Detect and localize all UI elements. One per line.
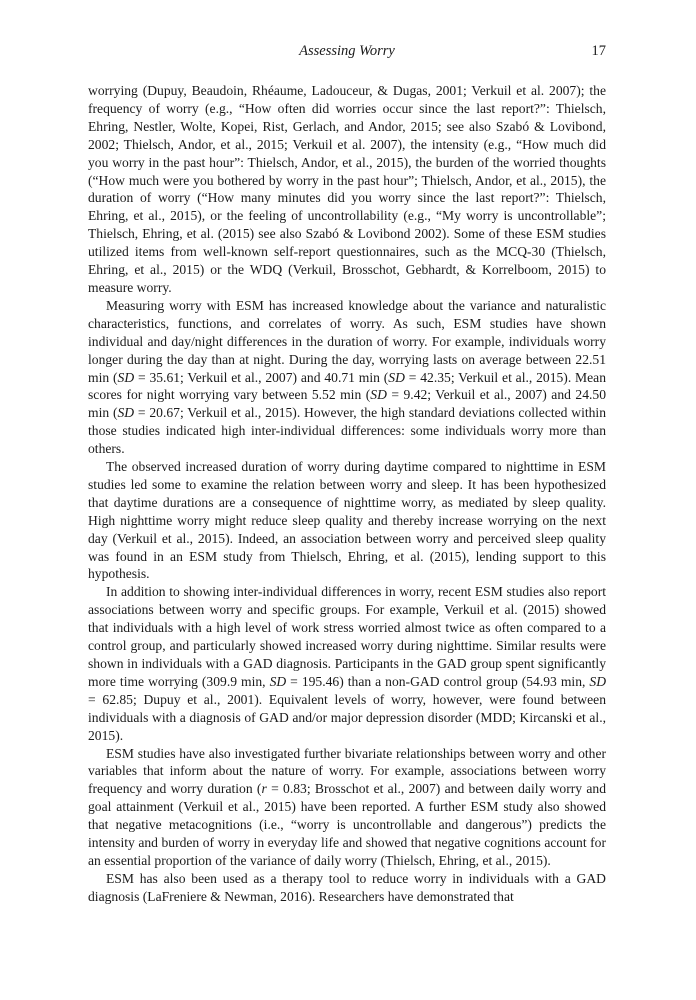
italic-symbol: SD (269, 673, 287, 689)
paragraph (88, 297, 606, 458)
text-run: = 35.61; Verkuil et al., 2007) and 40.71 min ( (134, 369, 389, 385)
italic-symbol: r (261, 781, 267, 797)
text-run: = 0.83; Brosschot et al., 2007) and between daily worry and goal attainment (Verkuil et al., 2015) have been reported. A further ESM study also showed that negative metacognitions (i.e., “worry is uncontrollable and dangerous”) predicts the intensity and burden of worry in everyday life and showed that negative cognitions account for an essential proportion of the variance of daily worry (Thielsch, Ehring, et al., 2015). (88, 781, 606, 868)
running-title: Assessing Worry (299, 43, 395, 59)
text-run: = 20.67; Verkuil et al., 2015). However, the high standard deviations collected within those studies indicated high inter-individual differences: some individuals worry more than others. (88, 405, 607, 457)
paragraph (88, 745, 606, 870)
body-text (88, 82, 606, 906)
italic-symbol: SD (117, 405, 135, 421)
text-run: The observed increased duration of worry during daytime compared to nighttime in ESM studies led some to examine the relation between worry and sleep. It has been hypothesized that daytime durations are a consequence of nighttime worry, as mediated by sleep quality. High nighttime worry might reduce sleep quality and thereby increase worrying on the next day (Verkuil et al., 2015). Indeed, an association between worry and perceived sleep quality was found in an ESM study from Thielsch, Ehring, et al. (2015), lending support to this hypothesis. (88, 459, 606, 582)
italic-symbol: SD (589, 673, 607, 689)
text-run: Measuring worry with ESM has increased knowledge about the variance and naturalistic characteristics, functions, and correlates of worry. As such, ESM studies have shown individual and day/night differences in the duration of worry. For example, individuals worry longer during the day than at night. During the day, worrying lasts on average between 22.51 min ( (88, 297, 606, 385)
paragraph (88, 458, 606, 583)
text-run: = 62.85; Dupuy et al., 2001). Equivalent levels of worry, however, were found between individuals with a diagnosis of GAD and/or major depression disorder (MDD; Kircanski et al., 2015). (88, 691, 606, 743)
paragraph (88, 870, 606, 906)
italic-symbol: SD (117, 369, 135, 385)
text-run: ESM has also been used as a therapy tool to reduce worry in individuals with a GAD diagnosis (LaFreniere & Newman, 2016). Researchers have demonstrated that (88, 870, 606, 904)
text-run: = 42.35; Verkuil et al., 2015). Mean scores for night worrying vary between 5.52 min ( (88, 369, 607, 403)
italic-symbol: SD (388, 369, 405, 385)
paragraph (88, 82, 606, 297)
italic-symbol: SD (370, 387, 387, 403)
running-head (88, 40, 606, 62)
text-run: In addition to showing inter-individual differences in worry, recent ESM studies also report associations between worry and specific groups. For example, Verkuil et al. (2015) showed that individuals with a high level of work stress worried almost twice as often compared to a control group, and particularly showed increased worry during nighttime. Similar results were shown in individuals with a GAD diagnosis. Participants in the GAD group spent significantly more time worrying (309.9 min, (88, 584, 606, 689)
text-run: = 195.46) than a non-GAD control group (54.93 min, (286, 673, 590, 689)
text-run: = 9.42; Verkuil et al., 2007) and 24.50 min ( (88, 387, 606, 421)
page-number: 17 (591, 43, 606, 59)
paragraph (88, 583, 606, 744)
text-run: ESM studies have also investigated further bivariate relationships between worry and other variables that inform about the nature of worry. For example, associations between worry frequency and worry duration ( (88, 745, 606, 797)
text-run: worrying (Dupuy, Beaudoin, Rhéaume, Ladouceur, & Dugas, 2001; Verkuil et al. 2007); the frequency of worry (e.g., “How often did worries occur since the last report?”: Thielsch, Ehring, Nestler, Wolte, Kopei, Rist, Gerlach, and Andor, 2015; see also Szabó & Lovibond, 2002; Thielsch, Andor, et al., 2015; Verkuil et al. 2007), the intensity (e.g., “How much did you worry in the past hour”: Thielsch, Andor, et al., 2015), the burden of the worried thoughts (“How much were you bothered by worry in the past hour”; Thielsch, Andor, et al., 2015), the duration of worry (“How many minutes did you worry since the last report?”: Thielsch, Ehring, et al., 2015), or the feeling of uncontrollability (e.g., “My worry is uncontrollable”; Thielsch, Ehring, et al. (2015) see also Szabó & Lovibond 2002). Some of these ESM studies utilized items from well-known self-report questionnaires, such as the MCQ-30 (Thielsch, Ehring, et al., 2015) or the WDQ (Verkuil, Brosschot, Gebhardt, & Korrelboom, 2015) to measure worry. (88, 83, 606, 295)
